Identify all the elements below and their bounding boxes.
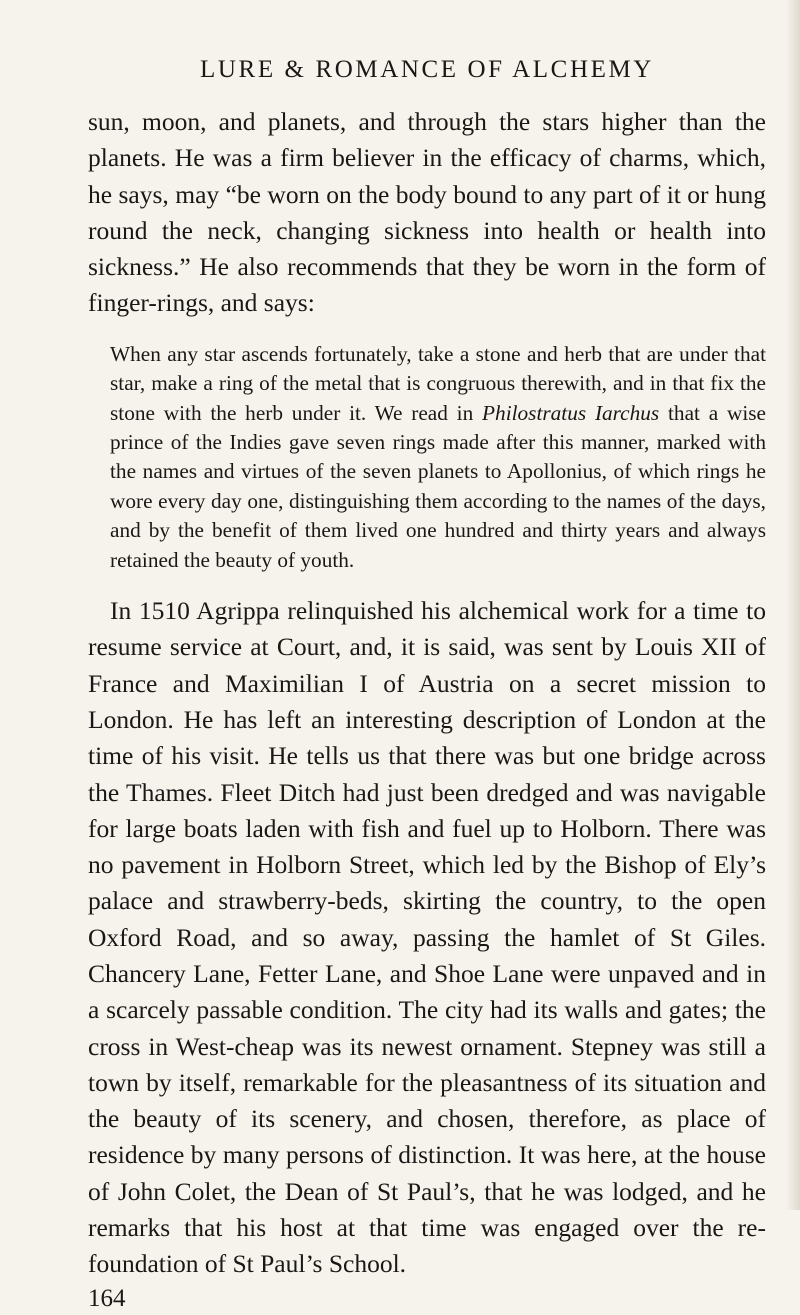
quote-text-end: that a wise prince of the Indies gave seven rings made after this manner, marked with the names and virtues of the seven planets to Apollonius, of which rings he wore every day one, distinguishing them according to the names of the days, and by the benefit of them lived one hundred and thirty years and always retained the beauty of youth. xyxy=(110,400,767,572)
quote-italic-title: Philostratus Iarchus xyxy=(482,400,660,425)
quote-text-start: When any star ascends fortunately, take a stone and herb that are under that star, make a ring of the metal that is congruous therewith, and in that fix the stone with the herb under it. We read in xyxy=(110,341,766,425)
page-edge-shadow xyxy=(786,0,800,1210)
paragraph-london: In 1510 Agrippa relinquished his alchemical work for a time to resume service at Court, and, it is said, was sent by Louis XII of France and Maximilian I of Austria on a secret mission to London. He has left an interesting description of London at the time of his visit. He tells us that there was but one bridge across the Thames. Fleet Ditch had just been dredged and was navigable for large boats laden with fish and fuel up to Holborn. There was no pavement in Holborn Street, which led by the Bishop of Ely’s palace and strawberry-beds, skirting the country, to the open Oxford Road, and so away, passing the hamlet of St Giles. Chancery Lane, Fetter Lane, and Shoe Lane were unpaved and in a scarcely passable condition. The city had its walls and gates; the cross in West-cheap was its newest ornament. Stepney was still a town by itself, remarkable for the pleasantness of its situation and the beauty of its scenery, and chosen, therefore, as place of residence by many persons of distinction. It was here, at the house of John Colet, the Dean of St Paul’s, that he was lodged, and he remarks that his host at that time was engaged over the re-foundation of St Paul’s School. xyxy=(88,596,766,1279)
page-number: 164 xyxy=(88,1284,126,1312)
paragraph-charms: sun, moon, and planets, and through the stars higher than the planets. He was a firm believer in the efficacy of charms, which, he says, may “be worn on the body bound to any part of it or hung round the neck, changing sickness into health or health into sickness.” He also recommends that they be worn in the form of finger-rings, and says: xyxy=(88,107,766,318)
running-title: LURE & ROMANCE OF ALCHEMY xyxy=(200,56,654,83)
book-page xyxy=(88,50,766,1315)
block-quote xyxy=(88,340,766,575)
